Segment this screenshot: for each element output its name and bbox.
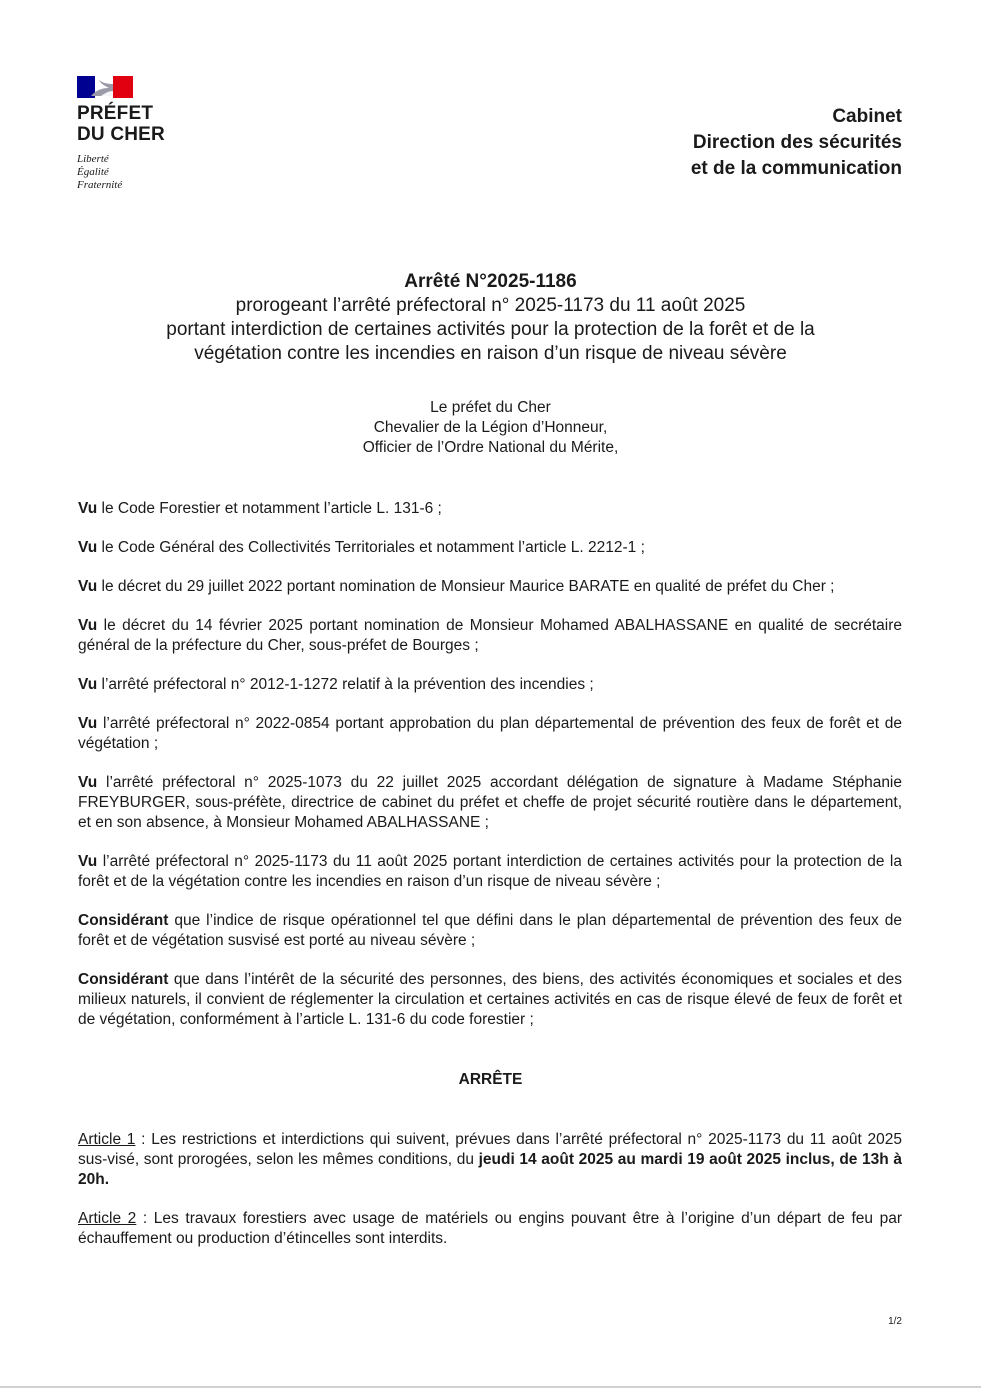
visa-lead: Vu (78, 617, 98, 634)
prefecture-logo (77, 76, 217, 192)
article-text: : Les restrictions et interdictions qui suivent, prévues dans l’arrêté préfectoral n° 2025-1173 du 11 août 2025 sus-visé, sont prorogées, selon les mêmes conditions, du (78, 1131, 902, 1168)
prefet-line-2: Chevalier de la Légion d’Honneur, (373, 419, 608, 436)
motto-egalite: Égalité (77, 166, 109, 178)
motto-liberte: Liberté (77, 153, 109, 165)
article-label: Article 2 (78, 1210, 137, 1227)
visa-item (78, 577, 902, 597)
visa-lead: Vu (78, 853, 98, 870)
considerant-item (78, 970, 902, 1030)
org-name-line1: PRÉFET (77, 103, 154, 124)
service-line-cabinet: Cabinet (832, 106, 902, 127)
visa-lead: Vu (78, 676, 98, 693)
page-bottom-divider (0, 1386, 981, 1388)
visa-lead: Vu (78, 578, 98, 595)
article-label: Article 1 (78, 1131, 136, 1148)
marianne-icon (77, 76, 133, 98)
arrete-number: Arrêté N°2025-1186 (404, 271, 577, 292)
document-title (60, 270, 921, 366)
org-name-line2: DU CHER (77, 124, 165, 145)
visa-lead: Vu (78, 774, 98, 791)
prefet-signatory (60, 398, 921, 458)
considerant-text: que dans l’intérêt de la sécurité des personnes, des biens, des activités économiques et sociales et des milieux naturels, il convient de réglementer la circulation et certaines activités en cas de risque élevé de feux de forêt et de végétation, conformément à l’article L. 131-6 du code forestier ; (78, 971, 902, 1028)
visa-text: l’arrêté préfectoral n° 2025-1173 du 11 août 2025 portant interdiction de certaines activités pour la protection de la forêt et de la végétation contre les incendies en raison d’un risque de niveau sévère ; (78, 853, 902, 890)
visa-lead: Vu (78, 715, 98, 732)
title-line-3: végétation contre les incendies en raison d’un risque de niveau sévère (194, 343, 787, 364)
visa-text: le décret du 14 février 2025 portant nomination de Monsieur Mohamed ABALHASSANE en qualité de secrétaire général de la préfecture du Cher, sous-préfet de Bourges ; (78, 617, 902, 654)
arrete-heading: ARRÊTE (458, 1071, 523, 1088)
visa-item (78, 675, 902, 695)
visas-list (78, 499, 902, 1030)
visa-text: l’arrêté préfectoral n° 2012-1-1272 relatif à la prévention des incendies ; (97, 676, 594, 693)
visa-text: le Code Forestier et notamment l’article L. 131-6 ; (97, 500, 442, 517)
considerant-text: que l’indice de risque opérationnel tel que défini dans le plan départemental de prévention des feux de forêt et de végétation susvisé est porté au niveau sévère ; (78, 912, 902, 949)
prefet-line-3: Officier de l’Ordre National du Mérite, (362, 439, 619, 456)
articles-list (78, 1130, 902, 1249)
title-line-2: portant interdiction de certaines activités pour la protection de la forêt et de la (166, 319, 815, 340)
visa-item (78, 499, 902, 519)
article-bold-text: jeudi 14 août 2025 au mardi 19 août 2025 inclus, de 13h à 20h. (78, 1151, 902, 1188)
considerant-item (78, 911, 902, 951)
visa-item (78, 852, 902, 892)
visa-lead: Vu (78, 500, 98, 517)
visa-text: le Code Général des Collectivités Territoriales et notamment l’article L. 2212-1 ; (97, 539, 645, 556)
visa-text: le décret du 29 juillet 2022 portant nomination de Monsieur Maurice BARATE en qualité de préfet du Cher ; (97, 578, 835, 595)
considerant-lead: Considérant (78, 912, 169, 929)
service-line-direction: Direction des sécurités (692, 132, 902, 153)
prefet-line-1: Le préfet du Cher (430, 399, 551, 416)
title-line-1: prorogeant l’arrêté préfectoral n° 2025-1173 du 11 août 2025 (235, 295, 746, 316)
visa-item (78, 714, 902, 754)
motto-fraternite: Fraternité (77, 179, 123, 191)
visa-item (78, 538, 902, 558)
visa-item (78, 616, 902, 656)
visa-text: l’arrêté préfectoral n° 2022-0854 portant approbation du plan départemental de prévention des feux de forêt et de végétation ; (78, 715, 902, 752)
considerant-lead: Considérant (78, 971, 169, 988)
visa-item (78, 773, 902, 833)
article-text: : Les travaux forestiers avec usage de matériels ou engins pouvant être à l’origine d’un départ de feu par échauffement ou production d’étincelles sont interdits. (78, 1210, 902, 1247)
article-item (78, 1209, 902, 1249)
service-header (691, 104, 902, 182)
page-number: 1/2 (888, 1316, 902, 1327)
visa-text: l’arrêté préfectoral n° 2025-1073 du 22 juillet 2025 accordant délégation de signature à Madame Stéphanie FREYBURGER, sous-préfète, directrice de cabinet du préfet et cheffe de projet sécurité routière dans le département, et en son absence, à Monsieur Mohamed ABALHASSANE ; (78, 774, 902, 831)
article-item (78, 1130, 902, 1190)
republic-motto (77, 153, 217, 192)
visa-lead: Vu (78, 539, 98, 556)
service-line-communication: et de la communication (690, 158, 902, 179)
